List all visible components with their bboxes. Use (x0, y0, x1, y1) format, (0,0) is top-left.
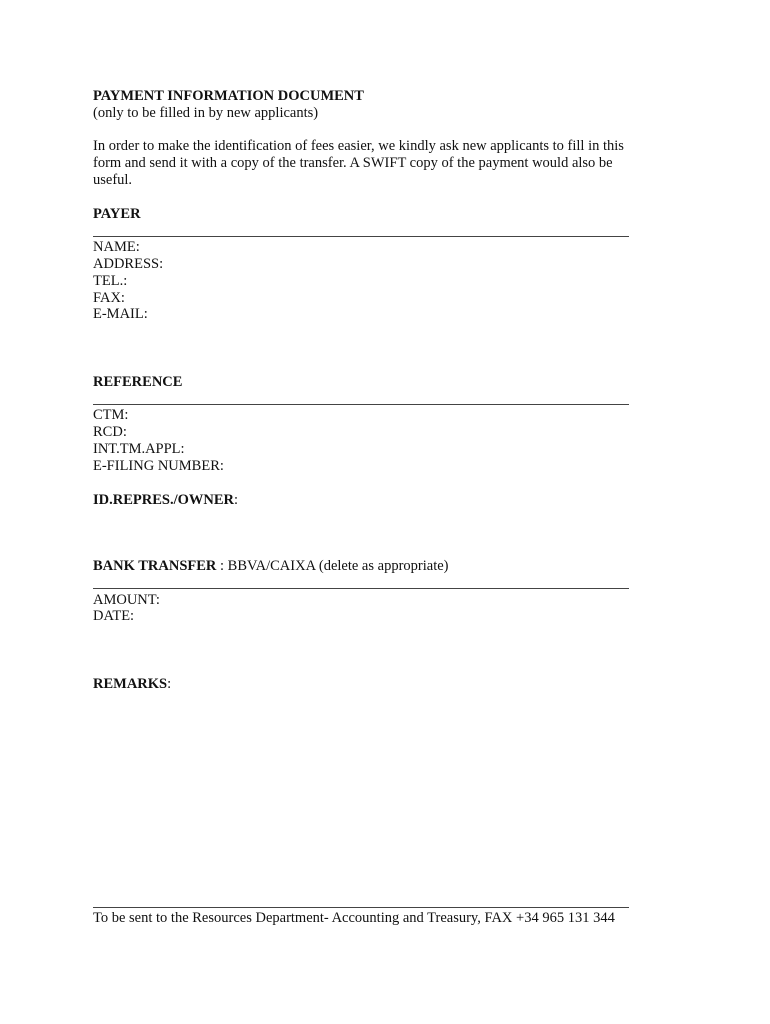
footer-divider (93, 907, 629, 908)
bank-transfer-heading: BANK TRANSFER (93, 558, 217, 574)
footer-text: To be sent to the Resources Department- Accounting and Treasury, FAX +34 965 131 344 (93, 910, 615, 926)
reference-divider (93, 404, 629, 405)
remarks-colon: : (167, 676, 172, 692)
bank-transfer-options: : BBVA/CAIXA (delete as appropriate) (216, 558, 449, 574)
document-subtitle: (only to be filled in by new applicants) (93, 105, 319, 121)
bank-amount-field: AMOUNT: (93, 592, 160, 608)
payer-name-field: NAME: (93, 239, 140, 255)
document-title: PAYMENT INFORMATION DOCUMENT (93, 88, 364, 104)
bank-transfer-divider (93, 588, 629, 589)
intro-line-2: form and send it with a copy of the transfer. A SWIFT copy of the payment would also be (93, 155, 613, 171)
intro-line-3: useful. (93, 172, 133, 188)
id-repres-line (93, 492, 238, 509)
id-repres-heading: ID.REPRES./OWNER (93, 492, 234, 508)
reference-efiling-field: E-FILING NUMBER: (93, 458, 224, 474)
intro-line-1: In order to make the identification of fees easier, we kindly ask new applicants to fill in this (93, 138, 624, 154)
id-repres-colon: : (234, 492, 239, 508)
remarks-line (93, 676, 171, 693)
reference-rcd-field: RCD: (93, 424, 127, 440)
remarks-heading: REMARKS (93, 676, 168, 692)
reference-inttm-field: INT.TM.APPL: (93, 441, 185, 457)
payer-address-field: ADDRESS: (93, 256, 164, 272)
bank-transfer-line (93, 558, 449, 575)
reference-heading: REFERENCE (93, 374, 183, 390)
payer-tel-field: TEL.: (93, 273, 128, 289)
payer-email-field: E-MAIL: (93, 306, 148, 322)
payer-heading: PAYER (93, 206, 141, 222)
payer-fax-field: FAX: (93, 290, 125, 306)
bank-date-field: DATE: (93, 608, 135, 624)
reference-ctm-field: CTM: (93, 407, 129, 423)
payer-divider (93, 236, 629, 237)
